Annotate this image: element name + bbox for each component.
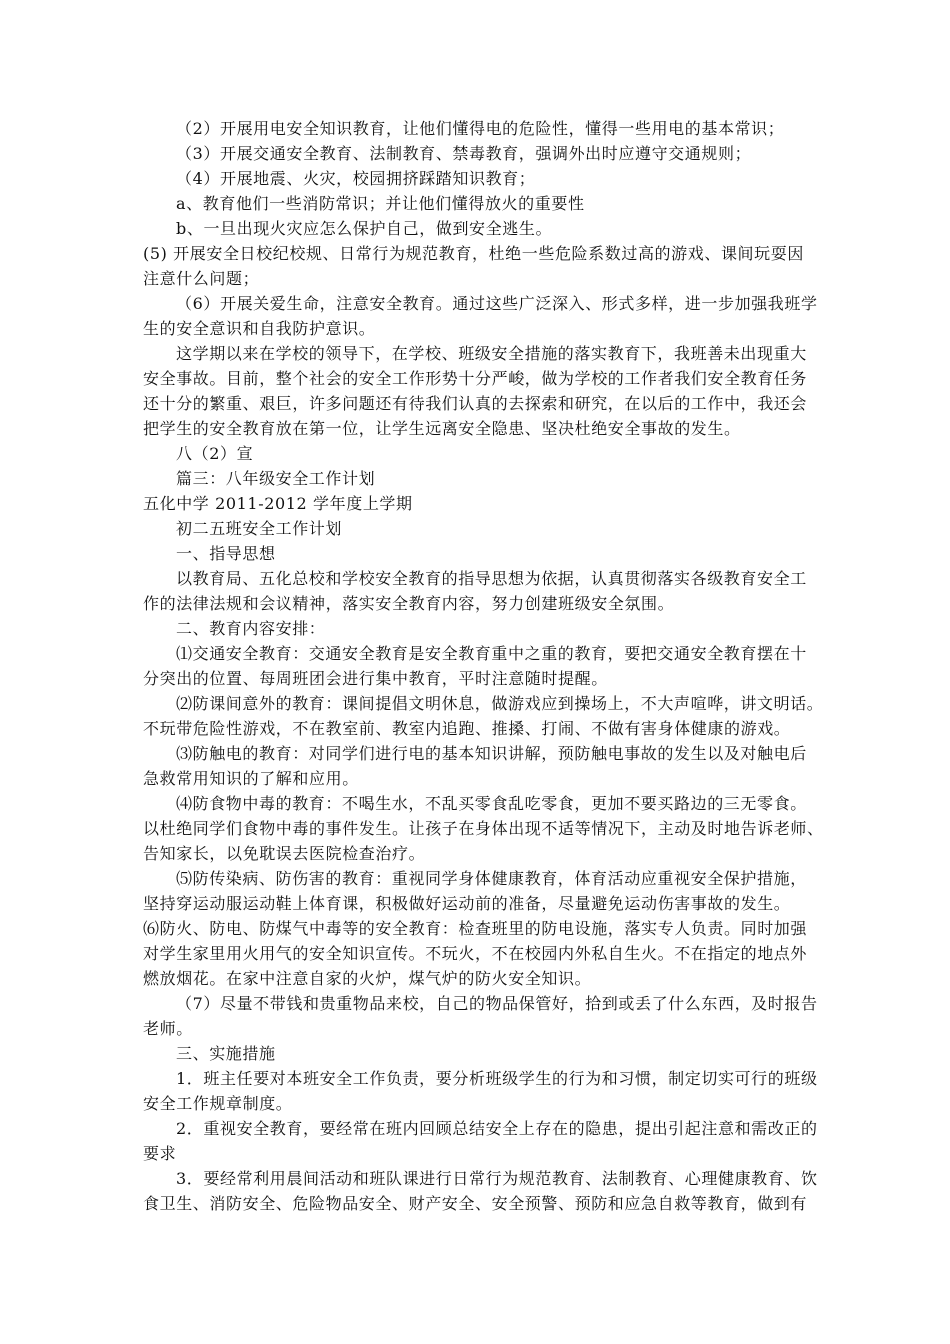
text-line-41: 2．重视安全教育，要经常在班内回顾总结安全上存在的隐患，提出引起注意和需改正的 (176, 1119, 818, 1138)
text-line-1: （2）开展用电安全知识教育，让他们懂得电的危险性，懂得一些用电的基本常识； (176, 119, 785, 138)
text-line-35: 燃放烟花。在家中注意自家的火炉，煤气炉的防火安全知识。 (143, 969, 592, 988)
text-line-40: 安全工作规章制度。 (143, 1094, 293, 1113)
text-line-22: ⑴交通安全教育：交通安全教育是安全教育重中之重的教育，要把交通安全教育摆在十 (176, 644, 807, 663)
text-line-9: 生的安全意识和自我防护意识。 (143, 319, 376, 338)
text-line-16: 五化中学 2011-2012 学年度上学期 (143, 494, 413, 513)
text-line-30: 告知家长，以免耽误去医院检查治疗。 (143, 844, 426, 863)
text-line-27: 急救常用知识的了解和应用。 (143, 769, 359, 788)
text-line-20: 作的法律法规和会议精神，落实安全教育内容，努力创建班级安全氛围。 (143, 594, 675, 613)
text-line-34: 对学生家里用火用气的安全知识宣传。不玩火，不在校园内外私自生火。不在指定的地点外 (143, 944, 808, 963)
text-line-44: 食卫生、消防安全、危险物品安全、财产安全、安全预警、预防和应急自救等教育，做到有 (143, 1194, 808, 1213)
text-line-3: （4）开展地震、火灾，校园拥挤踩踏知识教育； (176, 169, 536, 188)
text-line-10: 这学期以来在学校的领导下，在学校、班级安全措施的落实教育下，我班善未出现重大 (176, 344, 807, 363)
text-line-38: 三、实施措施 (176, 1044, 276, 1063)
text-line-5: b、一旦出现火灾应怎么保护自己，做到安全逃生。 (176, 219, 553, 238)
text-line-8: （6）开展关爱生命，注意安全教育。通过这些广泛深入、形式多样，进一步加强我班学 (176, 294, 818, 313)
text-line-26: ⑶防触电的教育：对同学们进行电的基本知识讲解，预防触电事故的发生以及对触电后 (176, 744, 807, 763)
text-line-7: 注意什么问题； (143, 269, 260, 288)
text-line-12: 还十分的繁重、艰巨，许多问题还有待我们认真的去探索和研究，在以后的工作中，我还会 (143, 394, 808, 413)
text-line-4: a、教育他们一些消防常识；并让他们懂得放火的重要性 (176, 194, 585, 213)
text-line-25: 不玩带危险性游戏，不在教室前、教室内追跑、推搡、打闹、不做有害身体健康的游戏。 (143, 719, 791, 738)
text-line-37: 老师。 (143, 1019, 193, 1038)
text-line-42: 要求 (143, 1144, 177, 1163)
text-line-43: 3．要经常利用晨间活动和班队课进行日常行为规范教育、法制教育、心理健康教育、饮 (176, 1169, 818, 1188)
text-line-31: ⑸防传染病、防伤害的教育：重视同学身体健康教育，体育活动应重视安全保护措施， (176, 869, 807, 888)
text-line-24: ⑵防课间意外的教育：课间提倡文明休息，做游戏应到操场上，不大声喧哗，讲文明话。 (176, 694, 824, 713)
text-line-14: 八（2）宣 (176, 444, 254, 463)
text-line-28: ⑷防食物中毒的教育：不喝生水，不乱买零食乱吃零食，更加不要买路边的三无零食。 (176, 794, 807, 813)
text-line-21: 二、教育内容安排： (176, 619, 326, 638)
text-line-15: 篇三：八年级安全工作计划 (176, 469, 376, 488)
text-line-39: 1．班主任要对本班安全工作负责，要分析班级学生的行为和习惯，制定切实可行的班级 (176, 1069, 818, 1088)
text-line-6: (5) 开展安全日校纪校规、日常行为规范教育，杜绝一些危险系数过高的游戏、课间玩耍因 (143, 244, 804, 263)
text-line-23: 分突出的位置、每周班团会进行集中教育，平时注意随时提醒。 (143, 669, 608, 688)
text-line-17: 初二五班安全工作计划 (176, 519, 343, 538)
text-line-18: 一、指导思想 (176, 544, 276, 563)
text-line-13: 把学生的安全教育放在第一位，让学生远离安全隐患、坚决杜绝安全事故的发生。 (143, 419, 741, 438)
text-line-11: 安全事故。目前，整个社会的安全工作形势十分严峻，做为学校的工作者我们安全教育任务 (143, 369, 808, 388)
text-line-36: （7）尽量不带钱和贵重物品来校，自己的物品保管好，拾到或丢了什么东西，及时报告 (176, 994, 818, 1013)
text-line-32: 坚持穿运动服运动鞋上体育课，积极做好运动前的准备，尽量避免运动伤害事故的发生。 (143, 894, 791, 913)
text-line-19: 以教育局、五化总校和学校安全教育的指导思想为依据，认真贯彻落实各级教育安全工 (176, 569, 807, 588)
text-line-29: 以杜绝同学们食物中毒的事件发生。让孩子在身体出现不适等情况下，主动及时地告诉老师、 (143, 819, 824, 838)
text-line-33: ⑹防火、防电、防煤气中毒等的安全教育：检查班里的防电设施，落实专人负责。同时加强 (143, 919, 808, 938)
text-line-2: （3）开展交通安全教育、法制教育、禁毒教育，强调外出时应遵守交通规则； (176, 144, 752, 163)
